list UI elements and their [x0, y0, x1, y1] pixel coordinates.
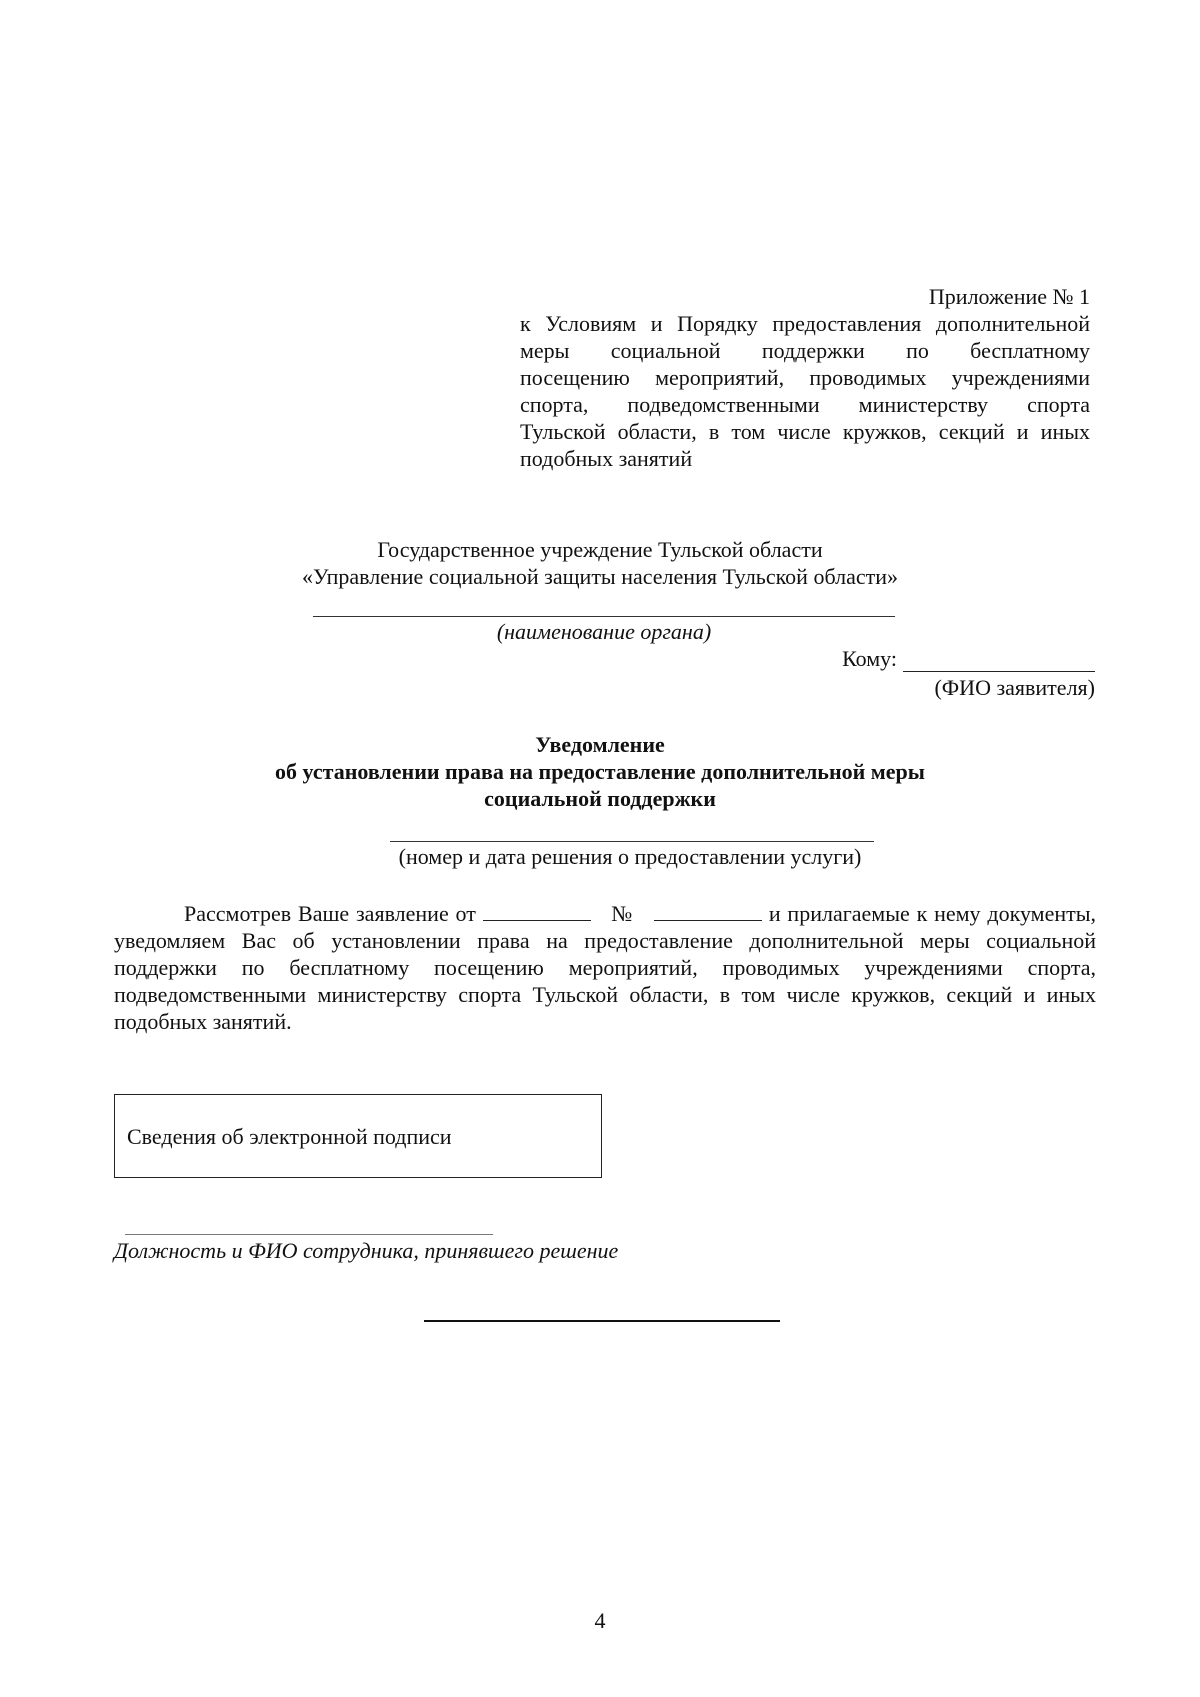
agency-line-2: «Управление социальной защиты населения Тульской области» [301, 564, 898, 589]
employee-underline [125, 1234, 493, 1235]
appendix-line: к Условиям и Порядку предоставления дополнительной [520, 311, 1090, 336]
signature-box [114, 1094, 602, 1178]
notice-title [120, 731, 1080, 812]
appendix-number: Приложение № 1 [928, 284, 1090, 309]
appendix-line: спорта, подведомственными министерству спорта [520, 392, 1090, 417]
notice-title-line-2: об установлении права на предоставление дополнительной меры [275, 759, 925, 784]
recipient-blank [903, 649, 1095, 672]
body-part-2: № [611, 901, 634, 926]
appendix-line: меры социальной поддержки по бесплатному [520, 338, 1090, 363]
application-date-blank [483, 900, 591, 921]
organ-caption: (наименование органа) [496, 619, 712, 644]
organ-underline [313, 616, 895, 617]
notice-title-line-3: социальной поддержки [484, 786, 716, 811]
appendix-line: подобных занятий [520, 446, 693, 471]
agency-name [120, 536, 1080, 590]
appendix-text [520, 310, 1090, 472]
body-part-3: и прилагаемые к нему документы, уведомляем Вас об установлении права на предоставление дополнительной меры социальной поддержки по бесплатному посещению мероприятий, проводимых учреждениями спорта, подведомственными министерству спорта Тульской области, в том числе кружков, секций и иных подобных занятий. [114, 901, 1097, 1034]
body-part-1: Рассмотрев Ваше заявление от [184, 901, 476, 926]
agency-line-1: Государственное учреждение Тульской области [377, 537, 823, 562]
notice-title-line-1: Уведомление [535, 732, 665, 757]
notice-body [114, 900, 1096, 1035]
signature-box-label: Сведения об электронной подписи [127, 1124, 452, 1149]
document-end-line [424, 1320, 780, 1322]
recipient-label: Кому: [842, 646, 897, 671]
recipient-row [700, 645, 1095, 672]
page-number: 4 [594, 1608, 606, 1633]
decision-underline [390, 841, 874, 842]
decision-caption: (номер и дата решения о предоставлении услуги) [398, 844, 862, 869]
recipient-caption: (ФИО заявителя) [934, 675, 1095, 700]
appendix-line: посещению мероприятий, проводимых учреждениями [520, 365, 1090, 390]
employee-caption: Должность и ФИО сотрудника, принявшего решение [114, 1238, 619, 1263]
appendix-line: Тульской области, в том числе кружков, секций и иных [520, 419, 1090, 444]
application-number-blank [654, 900, 762, 921]
